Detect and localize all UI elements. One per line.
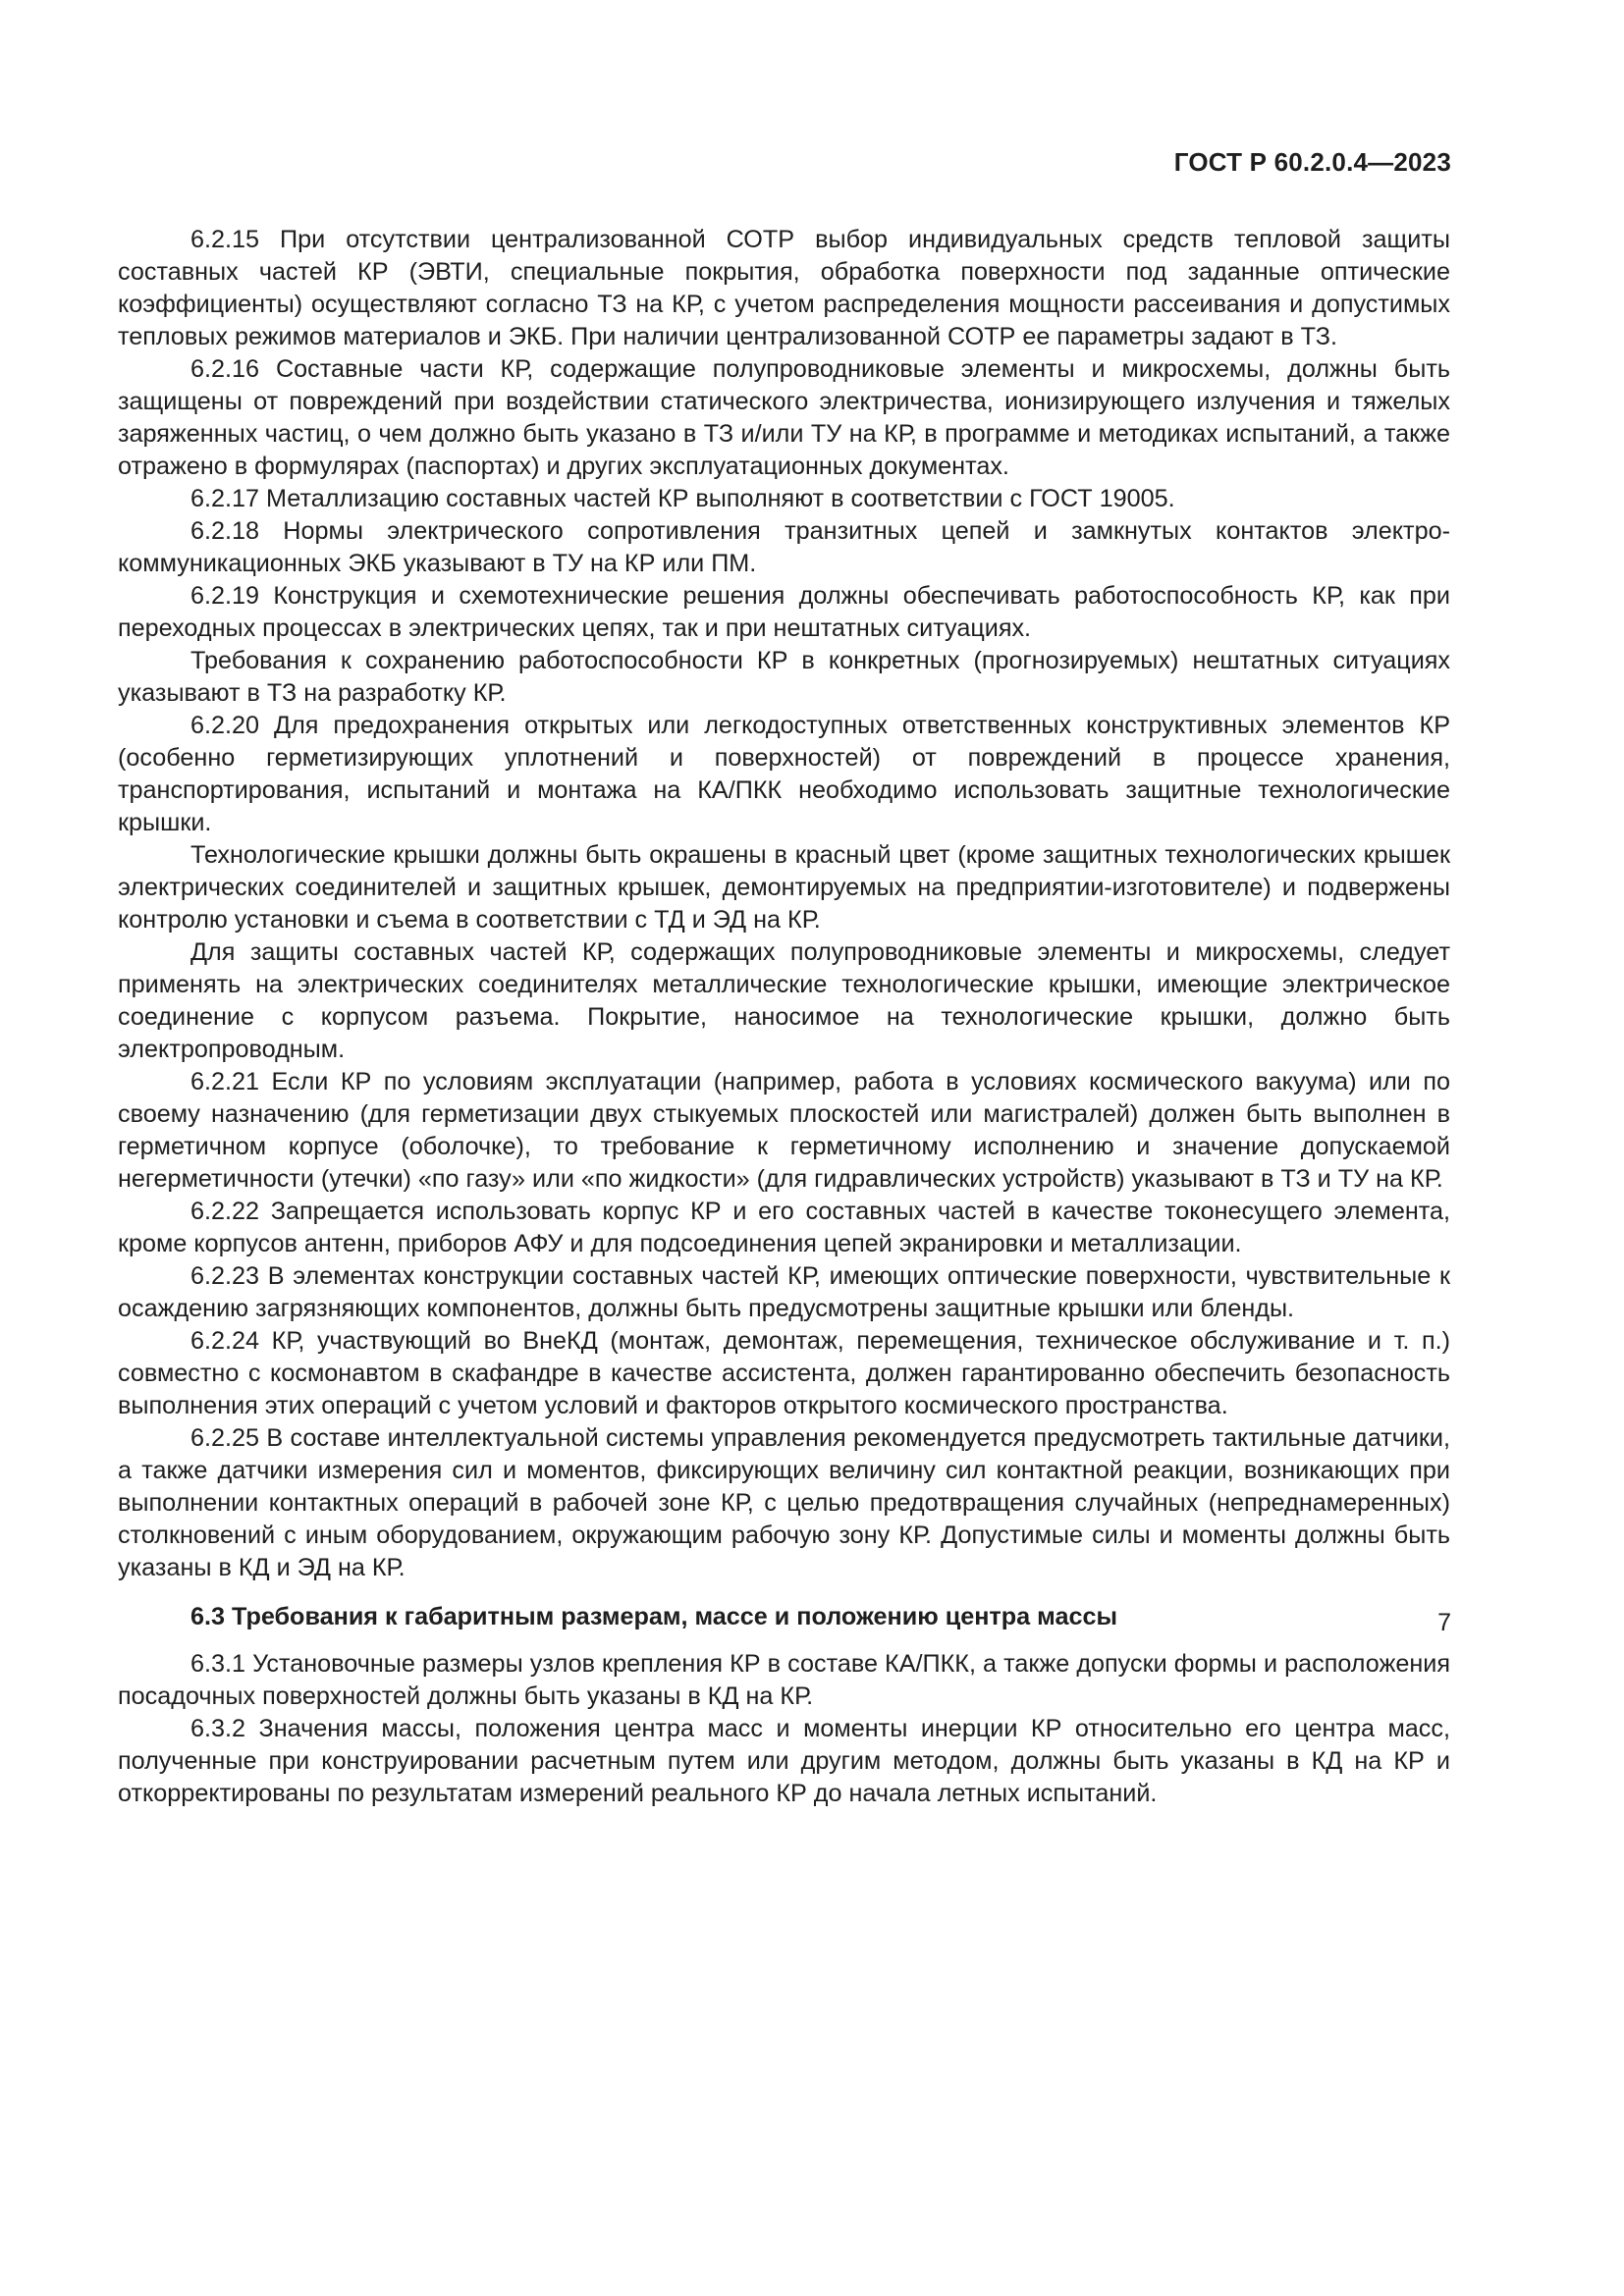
paragraph-6-2-20-metal-covers: Для защиты составных частей КР, содержащих полупроводниковые элементы и микросхемы, следует применять на электрических соединителях металлические технологические крышки, имеющие электрическое соединение с корпусом разъема. Покрытие, наносимое на технологические крышки, должно быть электропроводным.	[118, 938, 1450, 1063]
paragraph-6-3-1: 6.3.1 Установочные размеры узлов крепления КР в составе КА/ПКК, а также допуски формы и расположения посадочных поверхностей должны быть указаны в КД на КР.	[118, 1650, 1450, 1710]
paragraph-6-2-24: 6.2.24 КР, участвующий во ВнеКД (монтаж, демонтаж, перемещения, техническое обслуживание и т. п.) совместно с космонавтом в скафандре в качестве ассистента, должен гарантированно обеспечить безопасность выполнения этих операций с учетом условий и факторов открытого космического пространства.	[118, 1327, 1450, 1419]
paragraph-6-2-15: 6.2.15 При отсутствии централизованной СОТР выбор индивидуальных средств тепловой защиты составных частей КР (ЭВТИ, специальные покрытия, обработка поверхности под заданные оптические коэффициенты) осуществляют согласно ТЗ на КР, с учетом распределения мощности рассеивания и допустимых тепловых режимов материалов и ЭКБ. При наличии централизованной СОТР ее параметры задают в ТЗ.	[118, 226, 1450, 350]
paragraph-6-2-16: 6.2.16 Составные части КР, содержащие полупроводниковые элементы и микросхемы, должны быть защищены от повреждений при воздействии статического электричества, ионизирующего излучения и тяжелых заряженных частиц, о чем должно быть указано в ТЗ и/или ТУ на КР, в программе и методиках испытаний, а также отражено в формулярах (паспортах) и других эксплуатационных документах.	[118, 355, 1450, 480]
paragraph-6-2-25: 6.2.25 В составе интеллектуальной системы управления рекомендуется предусмотреть тактильные датчики, а также датчики измерения сил и моментов, фиксирующих величину сил контактной реакции, возникающих при выполнении контактных операций в рабочей зоне КР, с целью предотвращения случайных (непреднамеренных) столкновений с иным оборудованием, окружающим рабочую зону КР. Допустимые силы и моменты должны быть указаны в КД и ЭД на КР.	[118, 1424, 1450, 1581]
paragraph-6-2-17: 6.2.17 Металлизацию составных частей КР выполняют в соответствии с ГОСТ 19005.	[190, 485, 1175, 512]
paragraph-6-2-23: 6.2.23 В элементах конструкции составных частей КР, имеющих оптические поверхности, чувствительные к осаждению загрязняющих компонентов, должны быть предусмотрены защитные крышки или бленды.	[118, 1262, 1450, 1322]
paragraph-6-2-22: 6.2.22 Запрещается использовать корпус КР и его составных частей в качестве токонесущего элемента, кроме корпусов антенн, приборов АФУ и для подсоединения цепей экранировки и металлизации.	[118, 1198, 1450, 1257]
document-body	[118, 224, 1450, 1810]
paragraph-6-3-2: 6.3.2 Значения массы, положения центра масс и моменты инерции КР относительно его центра масс, полученные при конструировании расчетным путем или другим методом, должны быть указаны в КД на КР и откорректированы по результатам измерений реального КР до начала летных испытаний.	[118, 1715, 1450, 1807]
paragraph-6-2-18: 6.2.18 Нормы электрического сопротивления транзитных цепей и замкнутых контактов электрокоммуникационных ЭКБ указывают в ТУ на КР или ПМ.	[118, 517, 1450, 577]
paragraph-6-2-20-covers-color: Технологические крышки должны быть окрашены в красный цвет (кроме защитных технологических крышек электрических соединителей и защитных крышек, демонтируемых на предприятии-изготовителе) и подвержены контролю установки и съема в соответствии с ТД и ЭД на КР.	[118, 841, 1450, 934]
paragraph-6-2-21: 6.2.21 Если КР по условиям эксплуатации (например, работа в условиях космического вакуума) или по своему назначению (для герметизации двух стыкуемых плоскостей или магистралей) должен быть выполнен в герметичном корпусе (оболочке), то требование к герметичному исполнению и значение допускаемой негерметичности (утечки) «по газу» или «по жидкости» (для гидравлических устройств) указывают в ТЗ и ТУ на КР.	[118, 1068, 1450, 1193]
paragraph-6-2-19: 6.2.19 Конструкция и схемотехнические решения должны обеспечивать работоспособность КР, как при переходных процессах в электрических цепях, так и при нештатных ситуациях.	[118, 582, 1450, 642]
page-number: 7	[1437, 1609, 1451, 1636]
paragraph-6-2-20: 6.2.20 Для предохранения открытых или легкодоступных ответственных конструктивных элементов КР (особенно герметизирующих уплотнений и поверхностей) от повреждений в процессе хранения, транспортирования, испытаний и монтажа на КА/ПКК необходимо использовать защитные технологические крышки.	[118, 712, 1450, 836]
document-code-header: ГОСТ Р 60.2.0.4—2023	[1173, 147, 1451, 177]
section-heading-6-3: 6.3 Требования к габаритным размерам, массе и положению центра массы	[190, 1603, 1117, 1630]
paragraph-6-2-19-continued: Требования к сохранению работоспособности КР в конкретных (прогнозируемых) нештатных ситуациях указывают в ТЗ на разработку КР.	[118, 647, 1450, 707]
